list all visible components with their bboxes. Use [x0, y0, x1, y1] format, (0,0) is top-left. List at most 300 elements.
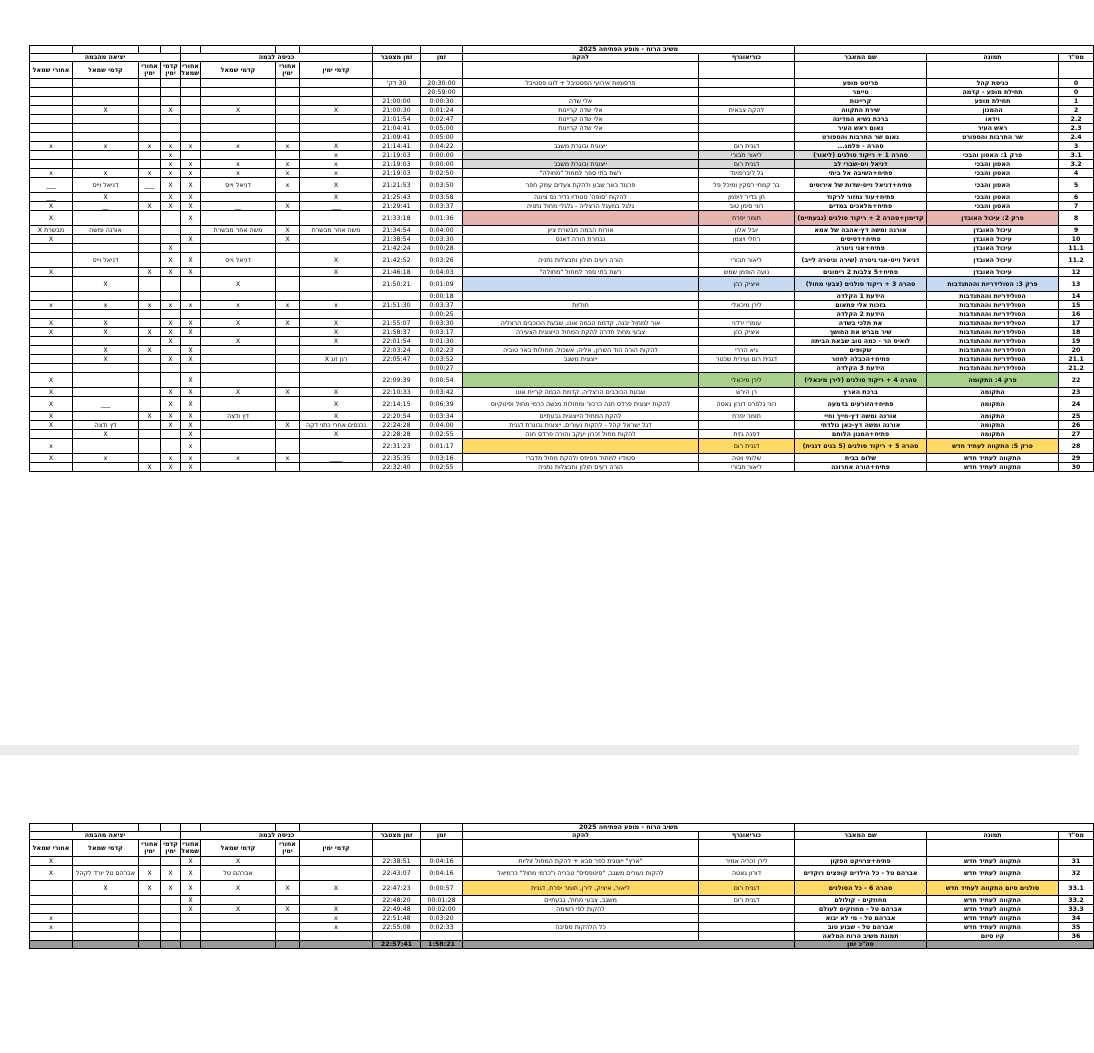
item-cell: אברהם טל - כל הילדים קופצים רוקדים: [795, 866, 927, 881]
exit-mark: [139, 319, 161, 328]
blank-cell: [30, 824, 73, 832]
troupe-cell: סטודיו למחול פסיפס ולהקת מחול מדברי: [463, 454, 699, 463]
troupe-cell: רשת בתי ספר למחול "מחולה": [463, 268, 699, 277]
choreographer-cell: יובל אלון: [699, 226, 795, 235]
exit-mark: x: [30, 169, 73, 178]
enter-mark: X: [300, 142, 373, 151]
troupe-cell: חוליות: [463, 301, 699, 310]
table-row: [30, 430, 1094, 439]
exit-mark: X: [139, 866, 161, 881]
item-cell: קדימון+סהרה 2 + ריקוד סולנים (גבעתיים): [795, 211, 927, 226]
row-number: 16: [1059, 310, 1094, 319]
header-num: מס"ד: [1059, 54, 1094, 62]
choreographer-cell: בר קמחי רסקין ומיכל פל: [699, 178, 795, 193]
enter-mark: [181, 310, 201, 319]
choreographer-cell: איציק כהן: [699, 277, 795, 292]
subheader-back-left: אחורי שמאל: [30, 840, 73, 857]
enter-mark: X: [181, 178, 201, 193]
blank-cell: [300, 824, 373, 832]
row-number: 13: [1059, 277, 1094, 292]
table-row: [30, 211, 1094, 226]
enter-mark: X: [276, 226, 300, 235]
exit-mark: [30, 364, 73, 373]
item-cell: סהרה 4 + ריקוד סולנים (לירן מיכאלי): [795, 373, 927, 388]
row-number: 27: [1059, 430, 1094, 439]
enter-mark: [300, 124, 373, 133]
row-number: 28: [1059, 439, 1094, 454]
enter-mark: [201, 97, 276, 106]
exit-mark: X: [161, 268, 181, 277]
exit-mark: x: [161, 301, 181, 310]
blank-cell: [73, 824, 139, 832]
enter-mark: רנן זוג X: [300, 355, 373, 364]
enter-mark: X: [201, 106, 276, 115]
exit-mark: [73, 211, 139, 226]
item-cell: ברכת הארץ: [795, 388, 927, 397]
blank-cell: [161, 824, 181, 832]
exit-mark: X: [161, 328, 181, 337]
item-cell: פתיח+אני גיטרה: [795, 244, 927, 253]
blank-cell: [30, 941, 73, 949]
troupe-cell: "ארץ" ייצוגית כפר סבא + להקת המחול זוליות: [463, 857, 699, 866]
exit-mark: [161, 88, 181, 97]
exit-mark: [139, 193, 161, 202]
row-number: 36: [1059, 932, 1094, 941]
choreographer-cell: רחלי ויצמן: [699, 235, 795, 244]
exit-mark: x: [73, 301, 139, 310]
exit-mark: [139, 226, 161, 235]
subheader-row: [30, 840, 1094, 857]
exit-mark: X: [30, 211, 73, 226]
cumulative-cell: 21:33:18: [373, 211, 421, 226]
item-cell: סהרה 3 + ריקוד סולנים (צבעי מחול): [795, 277, 927, 292]
item-cell: שלום בבית: [795, 454, 927, 463]
enter-mark: [201, 244, 276, 253]
enter-mark: X: [201, 337, 276, 346]
exit-mark: x: [139, 301, 161, 310]
blank-cell: [300, 941, 373, 949]
item-cell: אברהם טל - מחוזקים לעולם: [795, 905, 927, 914]
cumulative-cell: 21:55:07: [373, 319, 421, 328]
enter-mark: [276, 211, 300, 226]
enter-mark: X: [300, 253, 373, 268]
cumulative-cell: 21:50:21: [373, 277, 421, 292]
enter-mark: [276, 346, 300, 355]
exit-mark: [139, 439, 161, 454]
exit-mark: [161, 923, 181, 932]
exit-mark: X: [73, 106, 139, 115]
duration-cell: 0:00:27: [421, 364, 463, 373]
scene-cell: עיכול האובדן: [927, 244, 1059, 253]
enter-mark: [300, 277, 373, 292]
enter-mark: X: [181, 235, 201, 244]
exit-mark: x: [139, 142, 161, 151]
scene-cell: הסולידריות וההתנדבות: [927, 337, 1059, 346]
row-number: 24: [1059, 397, 1094, 412]
blank-cell: [699, 62, 795, 79]
exit-mark: [161, 115, 181, 124]
enter-mark: X: [181, 430, 201, 439]
subheader-front-left: קדמי שמאל: [73, 62, 139, 79]
duration-cell: 0:04:22: [421, 142, 463, 151]
item-cell: דניאל וייס-אני גיטרה (שירה וגיטרה לייב): [795, 253, 927, 268]
table-row: [30, 133, 1094, 142]
troupe-cell: הורה רעים חולון וחבצלות נתניה: [463, 463, 699, 472]
exit-mark: X: [30, 397, 73, 412]
totals-row: [30, 941, 1094, 949]
item-cell: פתיח+הורה אחרונה: [795, 463, 927, 472]
exit-mark: [73, 124, 139, 133]
exit-mark: [139, 364, 161, 373]
exit-mark: דניאל וייס: [73, 178, 139, 193]
enter-mark: [300, 373, 373, 388]
duration-cell: 0:03:30: [421, 319, 463, 328]
enter-mark: [181, 244, 201, 253]
exit-mark: [161, 373, 181, 388]
exit-mark: X: [30, 373, 73, 388]
cumulative-cell: 22:49:48: [373, 905, 421, 914]
item-cell: אורנה ומשה דץ-אהבה של אמא: [795, 226, 927, 235]
scene-cell: התקווה לעתיד חדש: [927, 914, 1059, 923]
enter-mark: [181, 124, 201, 133]
enter-mark: x: [300, 169, 373, 178]
header-row: [30, 54, 1094, 62]
exit-mark: [139, 235, 161, 244]
scene-cell: עיכול האובדן: [927, 226, 1059, 235]
exit-mark: X: [73, 881, 139, 896]
choreographer-cell: גל ליברפוינד: [699, 169, 795, 178]
enter-mark: [300, 866, 373, 881]
choreographer-cell: דגנית רום: [699, 881, 795, 896]
scene-cell: הסולידריות וההתנדבות: [927, 364, 1059, 373]
header-row: [30, 832, 1094, 840]
item-cell: הידעת 2 הקלדה: [795, 310, 927, 319]
exit-mark: [139, 430, 161, 439]
row-number: 9: [1059, 226, 1094, 235]
table-row: [30, 244, 1094, 253]
enter-mark: X: [201, 881, 276, 896]
item-cell: שיר מברש את החושך: [795, 328, 927, 337]
table-row: [30, 463, 1094, 472]
enter-mark: [181, 151, 201, 160]
cumulative-cell: 22:28:28: [373, 430, 421, 439]
exit-mark: X: [30, 421, 73, 430]
duration-cell: 0:03:20: [421, 914, 463, 923]
scene-cell: התקווה לעתיד חדש: [927, 454, 1059, 463]
troupe-cell: פרסומות אירועי הפסטיבל + לוגו פסטיבל: [463, 79, 699, 88]
exit-mark: ___: [139, 178, 161, 193]
subheader-front-right: קדמי ימין: [161, 840, 181, 857]
troupe-cell: [463, 932, 699, 941]
cumulative-cell: [373, 932, 421, 941]
rundown-table: [29, 45, 1094, 472]
scene-cell: הסולידריות וההתנדבות: [927, 346, 1059, 355]
table-row: [30, 310, 1094, 319]
cumulative-cell: 22:32:40: [373, 463, 421, 472]
exit-mark: X: [30, 268, 73, 277]
enter-mark: [276, 268, 300, 277]
exit-mark: X: [161, 319, 181, 328]
table-row: [30, 268, 1094, 277]
item-cell: פתיח+המנון הלוחם: [795, 430, 927, 439]
exit-mark: דץ ודצה: [73, 421, 139, 430]
row-number: 3.2: [1059, 160, 1094, 169]
duration-cell: 0:01:17: [421, 439, 463, 454]
choreographer-cell: לירן מיכאלי: [699, 373, 795, 388]
enter-mark: ___: [300, 202, 373, 211]
enter-mark: [276, 857, 300, 866]
exit-mark: [30, 88, 73, 97]
table-row: [30, 388, 1094, 397]
enter-mark: [276, 355, 300, 364]
exit-mark: x: [161, 142, 181, 151]
enter-mark: X: [300, 328, 373, 337]
enter-mark: [201, 115, 276, 124]
exit-mark: X: [161, 412, 181, 421]
choreographer-cell: להקה צבאית: [699, 106, 795, 115]
row-number: 2.2: [1059, 115, 1094, 124]
enter-mark: [276, 914, 300, 923]
duration-cell: 0:03:52: [421, 355, 463, 364]
exit-mark: X: [30, 412, 73, 421]
enter-mark: [201, 133, 276, 142]
item-cell: שקופים: [795, 346, 927, 355]
scene-cell: הסולידריות וההתנדבות: [927, 319, 1059, 328]
header-exit-stage: יציאה מהבמה: [30, 832, 181, 840]
exit-mark: X: [73, 346, 139, 355]
enter-mark: X: [181, 373, 201, 388]
scene-cell: האסון והבכי: [927, 169, 1059, 178]
cumulative-cell: [373, 292, 421, 301]
exit-mark: [73, 292, 139, 301]
table-row: [30, 421, 1094, 430]
blank-cell: [795, 840, 927, 857]
scene-cell: פרק 3: הסולידריות וההתנדבות: [927, 277, 1059, 292]
cumulative-cell: 22:14:15: [373, 397, 421, 412]
enter-mark: X: [201, 319, 276, 328]
duration-cell: 0:01:24: [421, 106, 463, 115]
exit-mark: X: [161, 202, 181, 211]
exit-mark: X: [161, 866, 181, 881]
totals-label: סה"כ זמן: [795, 941, 927, 949]
table-row: [30, 319, 1094, 328]
enter-mark: [300, 439, 373, 454]
item-cell: פתיח+5 צלבות 2 רימונים: [795, 268, 927, 277]
cumulative-cell: 22:31:23: [373, 439, 421, 454]
troupe-cell: משגב, צבעי מחול, גבעתיים: [463, 896, 699, 905]
enter-mark: x: [181, 160, 201, 169]
enter-mark: [276, 124, 300, 133]
duration-cell: 0:06:39: [421, 397, 463, 412]
duration-cell: 0:03:50: [421, 178, 463, 193]
enter-mark: X: [300, 319, 373, 328]
enter-mark: [201, 914, 276, 923]
subheader-row: [30, 62, 1094, 79]
cumulative-cell: 21:34:54: [373, 226, 421, 235]
exit-mark: [73, 914, 139, 923]
troupe-cell: [463, 364, 699, 373]
troupe-cell: להקות נעורים משגב, "סינופסיס" טבריה ו"כרמי מחול" כרמיאל: [463, 866, 699, 881]
blank-cell: [1059, 62, 1094, 79]
exit-mark: [139, 151, 161, 160]
troupe-cell: כל הלהקות מסיבה: [463, 923, 699, 932]
enter-mark: X: [181, 866, 201, 881]
enter-mark: [201, 346, 276, 355]
scene-cell: התקווה לעתיד חדש: [927, 923, 1059, 932]
enter-mark: x: [201, 301, 276, 310]
blank-cell: [927, 941, 1094, 949]
enter-mark: [300, 115, 373, 124]
choreographer-cell: דורון גאטה: [699, 866, 795, 881]
exit-mark: X: [161, 397, 181, 412]
table-row: [30, 292, 1094, 301]
exit-mark: [73, 905, 139, 914]
exit-mark: [30, 355, 73, 364]
exit-mark: X: [30, 388, 73, 397]
scene-cell: תחילת מופע: [927, 97, 1059, 106]
header-scene: תמונה: [927, 54, 1059, 62]
choreographer-cell: [699, 88, 795, 97]
enter-mark: X: [181, 421, 201, 430]
duration-cell: [421, 932, 463, 941]
subheader-back-left: אחורי שמאל: [30, 62, 73, 79]
row-number: 4: [1059, 169, 1094, 178]
exit-mark: [30, 115, 73, 124]
cumulative-cell: 22:55:08: [373, 923, 421, 932]
item-cell: פתיח+השיבה אל ביתי: [795, 169, 927, 178]
enter-mark: [276, 430, 300, 439]
row-number: 30: [1059, 463, 1094, 472]
row-number: 21.1: [1059, 355, 1094, 364]
duration-cell: 0:03:16: [421, 454, 463, 463]
exit-mark: [139, 97, 161, 106]
cumulative-cell: 22:09:39: [373, 373, 421, 388]
cumulative-cell: 21:42:52: [373, 253, 421, 268]
table-row: [30, 355, 1094, 364]
choreographer-cell: איציק כהן: [699, 328, 795, 337]
scene-cell: ההמנון: [927, 106, 1059, 115]
enter-mark: [276, 97, 300, 106]
exit-mark: [30, 106, 73, 115]
troupe-cell: [463, 373, 699, 388]
exit-mark: ___: [30, 178, 73, 193]
choreographer-cell: [699, 244, 795, 253]
exit-mark: [139, 160, 161, 169]
title-row: [30, 824, 1094, 832]
scene-cell: עיכול האובדן: [927, 235, 1059, 244]
row-number: 8: [1059, 211, 1094, 226]
duration-cell: 0:05:00: [421, 124, 463, 133]
troupe-cell: אלי שדה: [463, 97, 699, 106]
sheet-title: משיב הרוח - מופע הפתיחה 2025: [463, 824, 795, 832]
cumulative-cell: 21:58:37: [373, 328, 421, 337]
enter-mark: [276, 106, 300, 115]
item-cell: שירת התקווה: [795, 106, 927, 115]
exit-mark: X: [73, 355, 139, 364]
enter-mark: [201, 211, 276, 226]
blank-cell: [463, 840, 699, 857]
cumulative-cell: 21:29:41: [373, 202, 421, 211]
enter-mark: [181, 364, 201, 373]
duration-cell: 0:00:00: [421, 151, 463, 160]
scene-cell: התקומה: [927, 397, 1059, 412]
exit-mark: [139, 857, 161, 866]
choreographer-cell: [699, 133, 795, 142]
exit-mark: X: [161, 178, 181, 193]
enter-mark: [201, 421, 276, 430]
exit-mark: [139, 932, 161, 941]
enter-mark: [300, 857, 373, 866]
enter-mark: X: [276, 235, 300, 244]
exit-mark: [73, 115, 139, 124]
table-row: [30, 151, 1094, 160]
exit-mark: [30, 160, 73, 169]
exit-mark: [139, 896, 161, 905]
enter-mark: x: [201, 160, 276, 169]
item-cell: ברכת נשיא המדינה: [795, 115, 927, 124]
exit-mark: [30, 881, 73, 896]
enter-mark: X: [300, 388, 373, 397]
blank-cell: [181, 824, 201, 832]
enter-mark: x: [276, 160, 300, 169]
duration-cell: 0:01:09: [421, 277, 463, 292]
troupe-cell: [463, 337, 699, 346]
duration-cell: 0:00:00: [421, 160, 463, 169]
enter-mark: X: [276, 202, 300, 211]
item-cell: סהרה 6 - כל הסולנים: [795, 881, 927, 896]
choreographer-cell: [699, 115, 795, 124]
troupe-cell: ליאור, איציק, לירן, תומר יפרח, דגנית: [463, 881, 699, 896]
enter-mark: X: [181, 346, 201, 355]
blank-cell: [276, 824, 300, 832]
enter-mark: X: [300, 193, 373, 202]
enter-mark: X: [300, 397, 373, 412]
blank-cell: [421, 62, 463, 79]
enter-mark: X: [181, 896, 201, 905]
enter-mark: [300, 244, 373, 253]
item-cell: פתיח+מלאכים במדים: [795, 202, 927, 211]
enter-mark: X: [300, 106, 373, 115]
header-choreo: כוריאוגרף: [699, 54, 795, 62]
scene-cell: ראש העיר: [927, 124, 1059, 133]
blank-cell: [373, 46, 421, 54]
enter-mark: [201, 932, 276, 941]
enter-mark: X: [201, 857, 276, 866]
exit-mark: __: [73, 202, 139, 211]
enter-mark: [300, 292, 373, 301]
enter-mark: [300, 235, 373, 244]
table-row: [30, 932, 1094, 941]
subheader-front-right: קדמי ימין: [161, 62, 181, 79]
enter-mark: x: [300, 160, 373, 169]
troupe-cell: שבעת הכוכבים הרצליה, קדמת הבמה קריית אונו: [463, 388, 699, 397]
blank-cell: [181, 46, 201, 54]
enter-mark: [276, 88, 300, 97]
exit-mark: [73, 79, 139, 88]
blank-cell: [421, 840, 463, 857]
exit-mark: X: [30, 328, 73, 337]
exit-mark: X: [73, 328, 139, 337]
blank-cell: [161, 46, 181, 54]
choreographer-cell: ליאור תבורי: [699, 463, 795, 472]
choreographer-cell: לירן זכריה אמיר: [699, 857, 795, 866]
item-cell: נאום ראש העיר: [795, 124, 927, 133]
enter-mark: X: [181, 881, 201, 896]
enter-mark: [276, 277, 300, 292]
choreographer-cell: דגנית רום: [699, 142, 795, 151]
enter-mark: X: [181, 193, 201, 202]
exit-mark: x: [161, 151, 181, 160]
